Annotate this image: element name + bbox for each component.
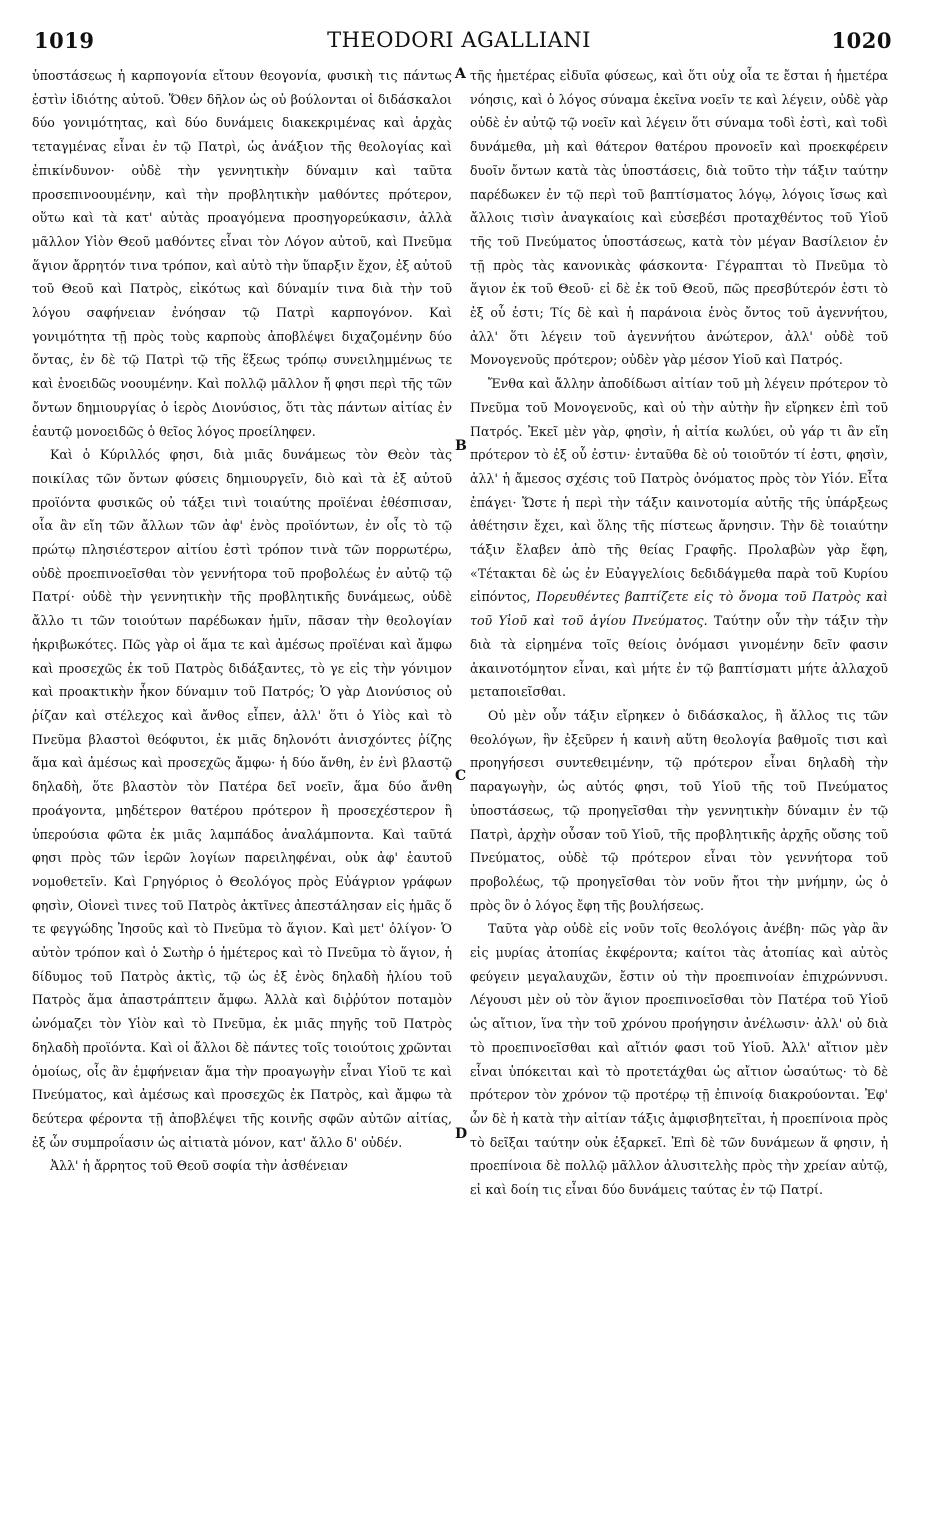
left-column bbox=[32, 64, 452, 1520]
scripture-quote: Πορευθέντες βαπτίζετε εἰς τὸ ὄνομα τοῦ Πατρὸς καὶ τοῦ Υἱοῦ καὶ τοῦ ἁγίου Πνεύματος. bbox=[470, 589, 888, 629]
right-page-number: 1020 bbox=[831, 28, 892, 53]
right-paragraph-4: Ταῦτα γὰρ οὐδὲ εἰς νοῦν τοῖς θεολόγοις ἀνέβη· πῶς γὰρ ἂν εἰς μυρίας ἀτοπίας ἐκφέροντα; καίτοι τὰς ἀτοπίας καὶ αὐτὸς φεύγειν μεγαλαυχῶν, ἔστιν οὐ τὴν προεπινοίαν ἐπιχρώννυσι. Λέγουσι μὲν οὐ τὸν ἅγιον προεπινοεῖσθαι τὸν Πατέρα τοῦ Υἱοῦ ὡς αἴτιον, ἵνα τὴν τοῦ χρόνου προήγησιν ἀνέλωσιν· ἀλλ' οὐ διὰ τὸ προεπινοεῖσθαι καὶ αἴτιόν φασι τοῦ Υἱοῦ. Ἀλλ' αἴτιον μὲν εἶναι ὑπόκειται καὶ τὸ προτετάχθαι ὡς αἴτιον ὡσαύτως· τὸ δὲ πρότερον τὸν χρόνον τῷ προτέρῳ τῇ ἐπινοίᾳ διακρούονται. Ἐφ' ὧν δὲ ἡ κατὰ τὴν αἰτίαν τάξις ἀμφισβητεῖται, ἡ προεπίνοια πρὸς τὸ δεῖξαι ταύτην οὐκ ἐξαρκεῖ. Ἐπὶ δὲ τῶν δυνάμεων ἅ φησιν, ἡ προεπίνοια δὲ πολλῷ μᾶλλον ἀλυσιτελὴς πρὸς τὴν χρείαν αὐτῷ, εἰ καὶ δοίη τις εἶναι δύο δυνάμεις ταύτας ἐν τῷ Πατρί. bbox=[470, 921, 888, 1198]
right-paragraph-2-tail: Ταύτην οὖν τὴν τάξιν τὴν διὰ τὰ εἰρημένα τοῖς θείοις ὀνόμασι γινομένην δεῖν φασιν ἀκαινοτόμητον εἶναι, καὶ μήτε ἐν τῷ βαπτίσματι μήτε ἀλλαχοῦ μεταποιεῖσθαι. bbox=[470, 613, 888, 700]
right-paragraph-3: Οὐ μὲν οὖν τάξιν εἴρηκεν ὁ διδάσκαλος, ἢ ἄλλος τις τῶν θεολόγων, ἣν ἐξεῦρεν ἡ καινὴ αὕτη θεολογία βαθμοῖς τισι καὶ προηγήσεσι συντεθειμένην, τῷ πρότερον εἶναι δηλαδὴ τὴν παραγωγὴν, ὡς αὐτός φησι, τοῦ Υἱοῦ τῆς τοῦ Πνεύματος ὑποστάσεως, τῷ προηγεῖσθαι τὴν γεννητικὴν δύναμιν ἐν τῷ Πατρὶ, ἀρχὴν οὖσαν τοῦ Υἱοῦ, τῆς προβλητικῆς ἀρχῆς οὔσης τοῦ Πνεύματος, οὐδὲ τῷ πρότερον εἶναι τὸν γεννήτορα τοῦ προβολέως, τῷ προηγεῖσθαι τὸν νοῦν ἤτοι τὴν μνήμην, ὡς ὁ πρὸς ὃν ὁ λόγος ἔφη τῆς βουλήσεως. bbox=[470, 707, 888, 913]
right-column bbox=[470, 64, 888, 1520]
left-page-number: 1019 bbox=[34, 28, 95, 53]
right-paragraph-2-text: Ἔνθα καὶ ἄλλην ἀποδίδωσι αἰτίαν τοῦ μὴ λέγειν πρότερον τὸ Πνεῦμα τοῦ Μονογενοῦς, καὶ οὐ τὴν αὐτὴν ἣν εἴρηκεν ἐπὶ τοῦ Πατρός. Ἐκεῖ μὲν γὰρ, φησὶν, ἡ αἰτία κωλύει, οὐ γάρ τι ἂν εἴη πρότερον τὸ ἐξ οὗ ἐστιν· ἐνταῦθα δὲ οὐ τοιοῦτόν τί ἐστι, φησὶν, ἀλλ' ἡ ἄμεσος σχέσις τοῦ Πατρὸς ὀνόματος πρὸς τὸν Υἱόν. Εἶτα ἐπάγει· Ὥστε ἡ περὶ τὴν τάξιν καινοτομία αὐτῆς τῆς ὑπάρξεως ἀθέτησιν ἔχει, καὶ ὅλης τῆς πίστεως ἄρνησιν. Τὴν δὲ τοιαύτην τάξιν ἔλαβεν ἀπὸ τῆς θείας Γραφῆς. Προλαβὼν γὰρ ἔφη, «Τέτακται δὲ ὡς ἐν Εὐαγγελίοις δεδιδάγμεθα παρὰ τοῦ Κυρίου εἰπόντος, bbox=[470, 376, 888, 605]
margin-marker-b: B bbox=[455, 438, 467, 454]
right-paragraph-2 bbox=[470, 372, 888, 704]
running-title: THEODORI AGALLIANI bbox=[327, 28, 591, 52]
margin-marker-d: D bbox=[455, 1126, 468, 1142]
left-paragraph-2: Καὶ ὁ Κύριλλός φησι, διὰ μιᾶς δυνάμεως τὸν Θεὸν τὰς ποικίλας τῶν ὄντων φύσεις δημιουργεῖν, διὸ καὶ τὰ ἐξ αὐτοῦ προϊόντα φυσικῶς οὐ τάξει τινὶ τοιαύτης προϊέναι ἐθέσπισαν, οἷα ἂν εἴη τῶν ἄλλων τῶν ἀφ' ἑνὸς προϊόντων, ἐν οἷς τὸ τῷ πρώτῳ πλησιέστερον αἰτίου ἐστὶ τρόπον τινὰ τῶν πορρωτέρω, οὐδὲ προεπινοεῖσθαι τὸν γεννήτορα τοῦ προβολέως ἐν αὐτῷ τῷ Πατρί· οὐδὲ τὴν γεννητικὴν τῆς προβλητικῆς δυνάμεως, οὐδὲ ἄλλο τι τῶν τοιούτων παρέδωκαν ἡμῖν, πᾶσαν τὴν θεολογίαν ἠκριβωκότες. Πῶς γὰρ οἱ ἅμα τε καὶ ἀμέσως προϊέναι καὶ ἄμφω καὶ προσεχῶς ἐκ τοῦ Πατρὸς διδάξαντες, τὸ γε εἰς τὴν γόνιμον καὶ προακτικὴν ἧκον δύναμιν τοῦ Πατρός; Ὁ γὰρ Διονύσιος οὐ ῥίζαν καὶ στέλεχος καὶ ἄνθος εἶπεν, ἀλλ' ὅτι ὁ Υἱὸς καὶ τὸ Πνεῦμα βλαστοὶ θεόφυτοι, ἐκ μιᾶς δηλονότι ἀνισχόντες ῥίζης ἅμα καὶ ἀμέσως καὶ προσεχῶς ἄμφω· ἡ δύο ἄνθη, ἐν ἑνὶ βλαστῷ δηλαδὴ, ὅτε βλαστὸν τὸν Πατέρα δεῖ νοεῖν, ἅμα δύο ἄνθη προάγοντα, μηδέτερον θατέρου πρότερον ἢ προσεχέστερον ἢ ὑπερούσια φῶτα ἐκ μιᾶς λαμπάδος ἀναλάμποντα. Καὶ ταῦτά φησι πρὸς τῶν ἱερῶν λογίων παρειληφέναι, οὐκ ἀφ' ἑαυτοῦ νομοθετεῖν. Καὶ Γρηγόριος ὁ Θεολόγος πρὸς Εὐάγριον γράφων φησὶν, Οἱονεὶ τινες τοῦ Πατρὸς ἀκτῖνες ἀπεστάλησαν εἰς ἡμᾶς ὅ τε φεγγώδης Ἰησοῦς καὶ τὸ Πνεῦμα τὸ ἅγιον. Καὶ μετ' ὀλίγον· Ὁ αὐτὸν τρόπον καὶ ὁ Σωτὴρ ὁ ἡμέτερος καὶ τὸ Πνεῦμα τὸ ἅγιον, ἡ δίδυμος τοῦ Πατρὸς ἀκτὶς, τῷ ὡς ἐξ ἑνὸς δηλαδὴ ἡλίου τοῦ Πατρὸς ἅμα ἀπαστράπτειν ἄμφω. Ἀλλὰ καὶ διῤῥύτον ποταμὸν ὠνόμαζει τὸν Υἱὸν καὶ τὸ Πνεῦμα, ἐκ μιᾶς πηγῆς τοῦ Πατρὸς δηλαδὴ προϊόντα. Καὶ οἱ ἄλλοι δὲ πάντες τοῖς τοιούτοις χρῶνται ὁμοίως, οἷς ἂν ἐμφήνειαν ἅμα τὴν προαγωγὴν εἶναι Υἱοῦ τε καὶ Πνεύματος, καὶ ἀμέσως καὶ προσεχῶς ἐκ Πατρὸς, καὶ ἄμφω τὰ δεύτερα φέροντα τῇ ἀποβλέψει τῆς κοινῆς σφῶν αὐτῶν αἰτίας, ἐξ ὧν συμπροΐασιν ὡς αἰτιατὰ μόνον, κατ' ἄλλο δ' οὐδέν. bbox=[32, 447, 452, 1150]
margin-marker-a: A bbox=[455, 66, 466, 82]
margin-marker-c: C bbox=[455, 768, 467, 784]
running-header bbox=[20, 6, 898, 54]
left-paragraph-1: ὑποστάσεως ἡ καρπογονία εἴτουν θεογονία, φυσικὴ τις πάντως ἐστὶν ἰδιότης αὐτοῦ. Ὅθεν δῆλον ὡς οὐ βούλονται οἱ διδάσκαλοι δύο γονιμότητας, καὶ δύο δυνάμεις διακεκριμένας καὶ ἀρχὰς τεταγμένας εἶναι ἐν τῷ Πατρὶ, ὡς ἀνάξιον τῆς θεολογίας καὶ ἐπικίνδυνον· οὐδὲ τὴν γεννητικὴν δύναμιν καὶ ταῦτα προσεπινοουμένην, καὶ τὴν προβλητικὴν μαθόντες πρότερον, οὕτω καὶ τὰ κατ' αὐτὰς προαγόμενα προσηγορεύκασιν, ἀλλὰ μᾶλλον Υἱὸν Θεοῦ μαθόντες εἶναι τὸν Λόγον αὐτοῦ, καὶ Πνεῦμα ἅγιον ἄρρητόν τινα τρόπον, καὶ αὐτὸ τὴν ὕπαρξιν ἔχον, ἐξ αὐτοῦ τοῦ Θεοῦ καὶ Πατρὸς, εἰκότως καὶ δύναμίν τινα διὰ τὴν τοῦ λόγου σαφήνειαν ἐνόησαν τῷ Πατρὶ καρπογόνον. Καὶ γονιμότητα τῇ πρὸς τοὺς καρποὺς ἀποβλέψει διχαζομένην δύο ὄντας, ἐν δὲ τῷ Πατρὶ τῷ τῆς ἕξεως τρόπῳ συνειλημμένως τε καὶ ἑνοειδῶς νοουμένην. Καὶ πολλῷ μᾶλλον ἤ φησι περὶ τῆς τῶν ὄντων δημιουργίας ὁ ἱερὸς Διονύσιος, ὅτι τὰς πάντων αἰτίας ἐν ἑαυτῷ μονοειδῶς ὁ θεῖος λόγος προείληφεν. bbox=[32, 68, 452, 439]
left-paragraph-3: Ἀλλ' ἡ ἄρρητος τοῦ Θεοῦ σοφία τὴν ἀσθένειαν bbox=[50, 1158, 348, 1174]
right-paragraph-1: τῆς ἡμετέρας εἰδυῖα φύσεως, καὶ ὅτι οὐχ οἷα τε ἔσται ἡ ἡμετέρα νόησις, καὶ ὁ λόγος σύναμα ἐκεῖνα νοεῖν τε καὶ λέγειν, οὐδὲ γὰρ οὐδὲ ἐν αὐτῷ τῷ νοεῖν καὶ λέγειν ὅτι σύναμα τοδὶ ἐστὶ, καὶ τοδὶ δυνάμεθα, μὴ καὶ θάτερον θατέρου προνοεῖν καὶ προεκφέρειν δυοῖν ὄντων κατὰ τὰς ὑποστάσεις, διὰ τοῦτο τὴν τάξιν ταύτην παρέδωκεν ἐν τῷ περὶ τοῦ βαπτίσματος λόγῳ, λόγοις ἴσως καὶ ἄλλοις τισὶν ἀναγκαίοις καὶ εὐσεβέσι προταχθέντος τοῦ Υἱοῦ τῆς τοῦ Πνεύματος ὑποστάσεως, κατὰ τὸν μέγαν Βασίλειον ἐν τῇ πρὸς τὰς κανονικὰς φάσκοντα· Γέγραπται τὸ Πνεῦμα τὸ ἅγιον ἐκ τοῦ Θεοῦ· εἰ δὲ ἐκ τοῦ Θεοῦ, πῶς πρεσβύτερόν ἐστι τὸ ἐξ οὗ ἐστι; Τίς δὲ καὶ ἡ παράνοια ἑνὸς ὄντος τοῦ ἀγεννήτου, ἀλλ' ὅτι λέγειν τοῦ ἀγεννήτου ἀνώτερον, ἀλλ' οὐδὲ τοῦ Μονογενοῦς πρότερον; οὐδὲν γὰρ μέσον Υἱοῦ καὶ Πατρός. bbox=[470, 68, 888, 368]
